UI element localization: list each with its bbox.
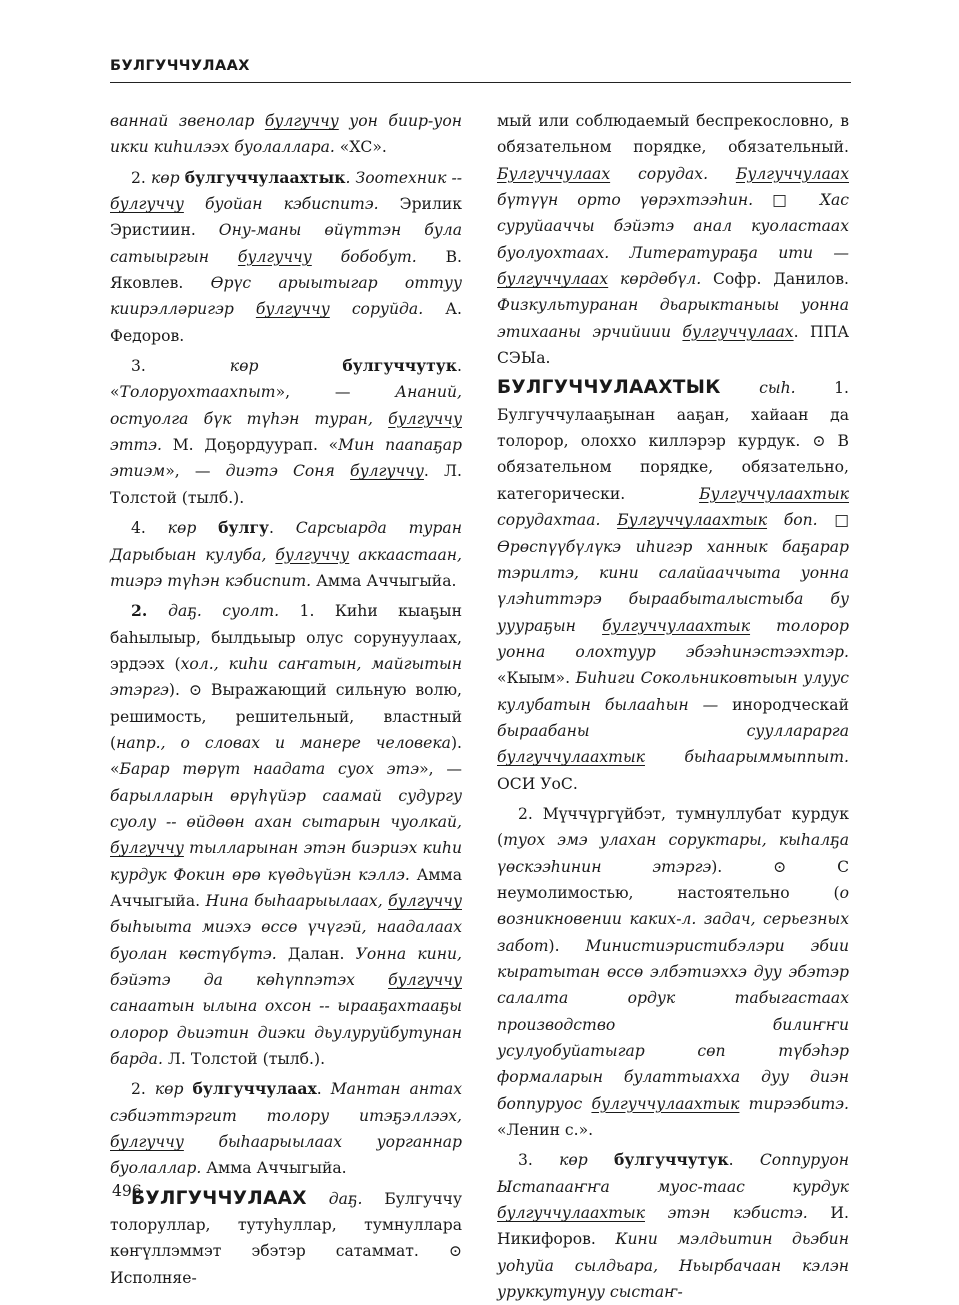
- dictionary-paragraph: [497, 1147, 849, 1305]
- underlined-example: булгуччу: [350, 462, 424, 481]
- text-run: », —: [419, 760, 462, 779]
- text-run: А. Федоров.: [110, 300, 462, 345]
- italic-run: Өрүс арыытыгар оттуу киирэлләригэр: [110, 274, 462, 319]
- text-run: ). ⊙ С неумолимостью, настоятельно (: [497, 857, 849, 902]
- underlined-example: булгуччулаахтык: [497, 748, 645, 767]
- italic-run: Уонна кини, бэйэтэ да көһүппэтэх: [110, 944, 462, 989]
- italic-run: диэтэ Соня: [225, 462, 351, 481]
- italic-run: Мин паапаҕар этиэм: [110, 436, 462, 481]
- headword: БУЛГУЧЧУЛААХТЫК: [497, 377, 721, 399]
- underlined-example: булгуччу: [388, 891, 462, 910]
- italic-run: хол., киһи саҥатын, майгытын этэргэ: [110, 654, 462, 700]
- text-run: ). «: [110, 733, 462, 779]
- italic-run: . Зоотехник --: [345, 168, 463, 187]
- italic-run: сыһ.: [720, 379, 796, 398]
- bold-term: 2.: [131, 601, 169, 621]
- italic-run: Нина быһаарыылаах,: [205, 891, 389, 910]
- text-run: . Л. Толстой (тылб.).: [110, 462, 462, 507]
- underlined-example: булгуччу: [388, 971, 462, 989]
- bold-term: булгуччутук: [614, 1150, 729, 1170]
- text-run: «Ленин с.».: [497, 1121, 594, 1140]
- text-run: Амма Аччыгыйа.: [311, 571, 457, 590]
- text-run: «ХС».: [334, 138, 387, 157]
- italic-run: о возникновении каких-л. задач, серьезных забот: [497, 883, 849, 955]
- underlined-example: булгуччу: [110, 1133, 184, 1152]
- underlined-example: Булгуччулаах: [497, 164, 611, 183]
- headword: БУЛГУЧЧУЛААХ: [131, 1187, 307, 1209]
- italic-run: сорудахтаа.: [497, 511, 618, 530]
- column-right: [497, 108, 850, 1302]
- underlined-example: Булгуччулаах: [735, 164, 849, 183]
- italic-run: көрдөбүл.: [608, 270, 702, 289]
- italic-run: даҕ.: [306, 1189, 363, 1208]
- text-run: ). ⊙ Выражающий сильную волю, решимость, решительный, властный (: [110, 681, 462, 752]
- italic-run: көр: [167, 519, 219, 538]
- text-run: ).: [548, 936, 586, 955]
- italic-run: санаатын ылына охсон -- ырааҕахтааҕы олорор дьиэтин диэки дьулуруйбутунан барда.: [110, 997, 462, 1069]
- dictionary-paragraph: [110, 1076, 462, 1181]
- bold-term: булгуччулаахтык: [184, 167, 346, 187]
- text-run: Эрилик Эристиин.: [110, 195, 462, 240]
- page-header: [110, 56, 851, 83]
- bold-term: булгуччулаах: [192, 1079, 317, 1099]
- italic-run: буойан кэбиспитэ.: [183, 195, 379, 214]
- italic-run: бүтүүн орто үөрэхтээһин.: [497, 191, 754, 210]
- italic-run: уон биир-уон икки киһилээх буолаллара.: [110, 112, 462, 157]
- dictionary-paragraph: [110, 598, 462, 1072]
- dictionary-paragraph: [110, 353, 462, 511]
- underlined-example: булгуччу: [264, 112, 339, 130]
- underlined-example: булгуччу: [275, 545, 350, 564]
- italic-run: быраабаны суулларарга: [497, 721, 849, 740]
- text-run: .: [728, 1151, 760, 1170]
- italic-run: көр: [150, 168, 185, 187]
- bold-term: булгу: [218, 518, 270, 538]
- text-run: Амма Аччыгыйа.: [110, 865, 462, 910]
- text-run: □: [753, 191, 820, 210]
- italic-run: туох эмэ улахан соруктары, кыһалҕа үөскээһинин этэргэ: [497, 831, 849, 876]
- text-run: . «: [110, 357, 462, 402]
- underlined-example: булгуччулаахтык: [497, 1204, 645, 1223]
- italic-run: Мантан антах сэбиэттэргит толору итэҕэллээх,: [110, 1080, 462, 1125]
- text-run: В. Яковлев.: [110, 247, 463, 293]
- underlined-example: булгуччулаахтык: [602, 616, 751, 635]
- text-run: мый или соблюдаемый беспрекословно, в обязательном порядке, обязательный.: [497, 112, 849, 157]
- italic-run: көр: [154, 1080, 193, 1099]
- dictionary-paragraph: [110, 1186, 462, 1291]
- text-run: 1. Булгуччулааҕынан ааҕан, хайаан да толорор, олоххо киллэрэр курдук. ⊙ В обязательном порядке, обязательно, категорически.: [497, 379, 849, 503]
- italic-run: Физкультуранан дьарыктаныы уонна этихааны эрчийиии: [497, 296, 849, 341]
- dictionary-paragraph: [110, 165, 462, 349]
- italic-run: Сарсыарда туран Дарыбыан кулуба,: [110, 519, 462, 564]
- underlined-example: булгуччулаах: [497, 270, 609, 289]
- underlined-example: булгуччу: [237, 247, 312, 266]
- text-run: И. Никифоров.: [497, 1204, 849, 1249]
- underlined-example: Булгуччулаахтык: [617, 511, 768, 530]
- italic-run: эттэ.: [110, 436, 162, 455]
- italic-run: Ону-маны өйүттэн була сатыыргын: [110, 221, 462, 266]
- underlined-example: Булгуччулаахтык: [699, 484, 849, 503]
- page-number: 496: [112, 1182, 142, 1200]
- underlined-example: булгуччу: [388, 409, 462, 428]
- italic-run: Ананий, остуолга бүк түһэн туран,: [110, 383, 462, 428]
- text-run: .: [269, 519, 296, 538]
- text-run: . ППА СЭЫа.: [497, 322, 850, 368]
- text-run: М. Доҕордуурап. «: [162, 436, 339, 455]
- text-run: □: [817, 511, 849, 530]
- italic-run: аккаастаан, тиэрэ түһэн кэбиспит.: [110, 545, 462, 590]
- text-run: Л. Толстой (тылб.).: [162, 1050, 326, 1069]
- underlined-example: булгуччу: [110, 839, 184, 858]
- text-run: 2.: [131, 168, 151, 187]
- text-run: 3.: [518, 1151, 560, 1170]
- dictionary-paragraph: [110, 515, 462, 594]
- text-run: инородческай: [732, 695, 849, 714]
- text-run: 2. Мүччүргүйбэт, тумнуллубат курдук (: [497, 804, 849, 850]
- text-run: », —: [165, 462, 226, 481]
- italic-run: боп.: [767, 511, 818, 530]
- text-run: 4.: [131, 519, 168, 538]
- italic-run: барылларын өрүһүйэр саамай судургу суолу -- өйдөөн ахан сытарын чуолкай,: [110, 786, 462, 831]
- italic-run: быһыыта миэхэ өссө үчүгэй, наадалаах буолан көстүбүтэ.: [110, 918, 462, 963]
- text-run: Софр. Данилов.: [701, 270, 850, 289]
- italic-run: тирээбитэ.: [739, 1094, 849, 1113]
- italic-run: көр: [229, 357, 343, 376]
- underlined-example: булгуччулаах: [682, 322, 794, 341]
- italic-run: толорор уонна олохтуур эбээһинэстээхтэр.: [497, 616, 849, 661]
- text-run: 3.: [131, 357, 230, 376]
- dictionary-paragraph: [497, 801, 849, 1143]
- italic-run: тылларынан этэн биэриэх киһи курдук Фокин өрө күөдьүйэн кэллэ.: [110, 839, 462, 884]
- italic-run: даҕ. суолт.: [168, 602, 280, 621]
- text-run: 2.: [131, 1080, 155, 1099]
- italic-run: Кини мэлдьитин дьэбин уоһуйа сылдьара, Ньырбачаан кэлэн уруккутунуу сыстаҥ-: [497, 1230, 850, 1302]
- italic-run: соруйда.: [329, 300, 424, 319]
- italic-run: бобобут.: [311, 247, 417, 266]
- italic-run: Министиэристибэлэри эбии кыратытан өссө элбэтиэххэ дуу эбэтэр салалта ордук табыгастаах производство билиҥҥи усулуобуйатыгар сөп түбэһэр формаларын булаттыахха дуу диэн боппуруос: [497, 936, 849, 1113]
- italic-run: этэн кэбистэ.: [644, 1204, 808, 1223]
- dictionary-paragraph: [110, 108, 462, 161]
- underlined-example: булгуччу: [110, 195, 184, 214]
- dictionary-paragraph: [497, 108, 849, 371]
- running-head: БУЛГУЧЧУЛААХ: [110, 58, 250, 74]
- text-run: «Кыым».: [497, 669, 576, 688]
- text-run: », —: [275, 383, 396, 402]
- italic-run: Өрөспүүбүлүкэ иһигэр ханнык баҕарар тэрилтэ, кини салайааччыта уонна үлэһиттэрэ быраабыталыстыба бу ууураҕын: [497, 537, 849, 635]
- underlined-example: булгуччу: [255, 300, 330, 319]
- italic-run: ваннай звенолар: [110, 112, 265, 130]
- text-run: Амма Аччыгыйа.: [201, 1159, 347, 1178]
- text-run: Далан.: [276, 944, 356, 963]
- italic-run: Биһиги Сокольниковтыын улуус кулубатын былааһын —: [497, 669, 849, 714]
- text-run: ОСИ УоС.: [497, 774, 578, 793]
- italic-run: быһаарыылаах уорганнар буолаллар.: [110, 1133, 462, 1178]
- text-run: Булгуччу толоруллар, тутуһуллар, тумнуллара көҥүллэммэт эбэтэр сатаммат. ⊙ Исполняе-: [110, 1189, 462, 1287]
- italic-run: быһаарыммыппыт.: [644, 748, 849, 767]
- italic-run: напр., о словах и манере человека: [116, 733, 451, 752]
- italic-run: Барар төрүт наадата суох этэ: [119, 760, 420, 779]
- bold-term: булгуччутук: [342, 356, 458, 376]
- italic-run: көр: [559, 1151, 615, 1170]
- italic-run: Соппуруон Ыстапааҥҥа муос-таас курдук: [497, 1151, 849, 1196]
- italic-run: Толоруохтаахпыт: [119, 383, 276, 402]
- text-run: .: [316, 1080, 331, 1099]
- underlined-example: булгуччулаахтык: [591, 1094, 740, 1113]
- italic-run: сорудах.: [610, 164, 736, 183]
- dictionary-paragraph: [497, 375, 849, 797]
- text-run: 1. Киһи кыаҕын баһылыыр, былдьыыр олус сорунуулаах, эрдээх (: [110, 602, 462, 673]
- italic-run: Хас суруйааччы бэйэтэ анал куоластаах буолуохтаах. Литератураҕа ити —: [497, 191, 850, 262]
